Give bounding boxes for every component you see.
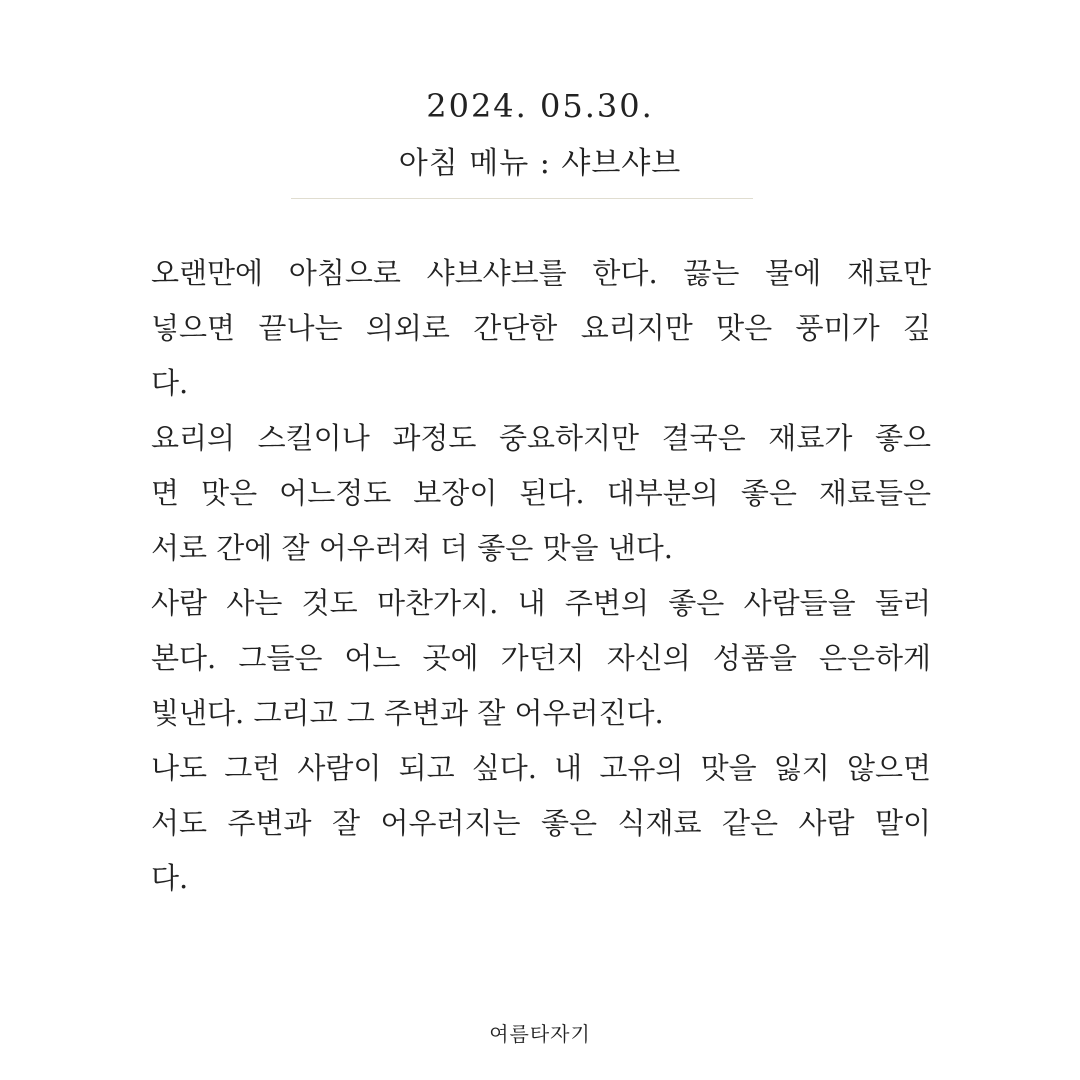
body-line: 나도 그런 사람이 되고 싶다. 내 고유의 맛을 잃지 않으면: [151, 751, 931, 785]
title-divider: [291, 198, 753, 199]
body-line: 요리의 스킬이나 과정도 중요하지만 결국은 재료가 좋으: [151, 421, 931, 455]
body-line: 면 맛은 어느정도 보장이 된다. 대부분의 좋은 재료들은: [151, 476, 931, 510]
body-line: 빛낸다. 그리고 그 주변과 잘 어우러진다.: [151, 696, 664, 730]
menu-title: 아침 메뉴 : 샤브샤브: [398, 146, 682, 181]
body-line: 넣으면 끝나는 의외로 간단한 요리지만 맛은 풍미가 깊: [151, 311, 931, 345]
body-line: 사람 사는 것도 마찬가지. 내 주변의 좋은 사람들을 둘러: [151, 586, 931, 620]
body-line: 오랜만에 아침으로 샤브샤브를 한다. 끓는 물에 재료만: [151, 256, 931, 290]
body-line: 서도 주변과 잘 어우러지는 좋은 식재료 같은 사람 말이: [151, 806, 931, 840]
body-line: 서로 간에 잘 어우러져 더 좋은 맛을 낸다.: [151, 531, 673, 565]
body-line: 다.: [151, 366, 189, 400]
entry-date: 2024. 05.30.: [426, 87, 654, 125]
body-line: 다.: [151, 861, 189, 895]
body-line: 본다. 그들은 어느 곳에 가던지 자신의 성품을 은은하게: [151, 641, 931, 675]
journal-body: [151, 246, 931, 906]
author-signature: 여름타자기: [489, 1022, 591, 1046]
